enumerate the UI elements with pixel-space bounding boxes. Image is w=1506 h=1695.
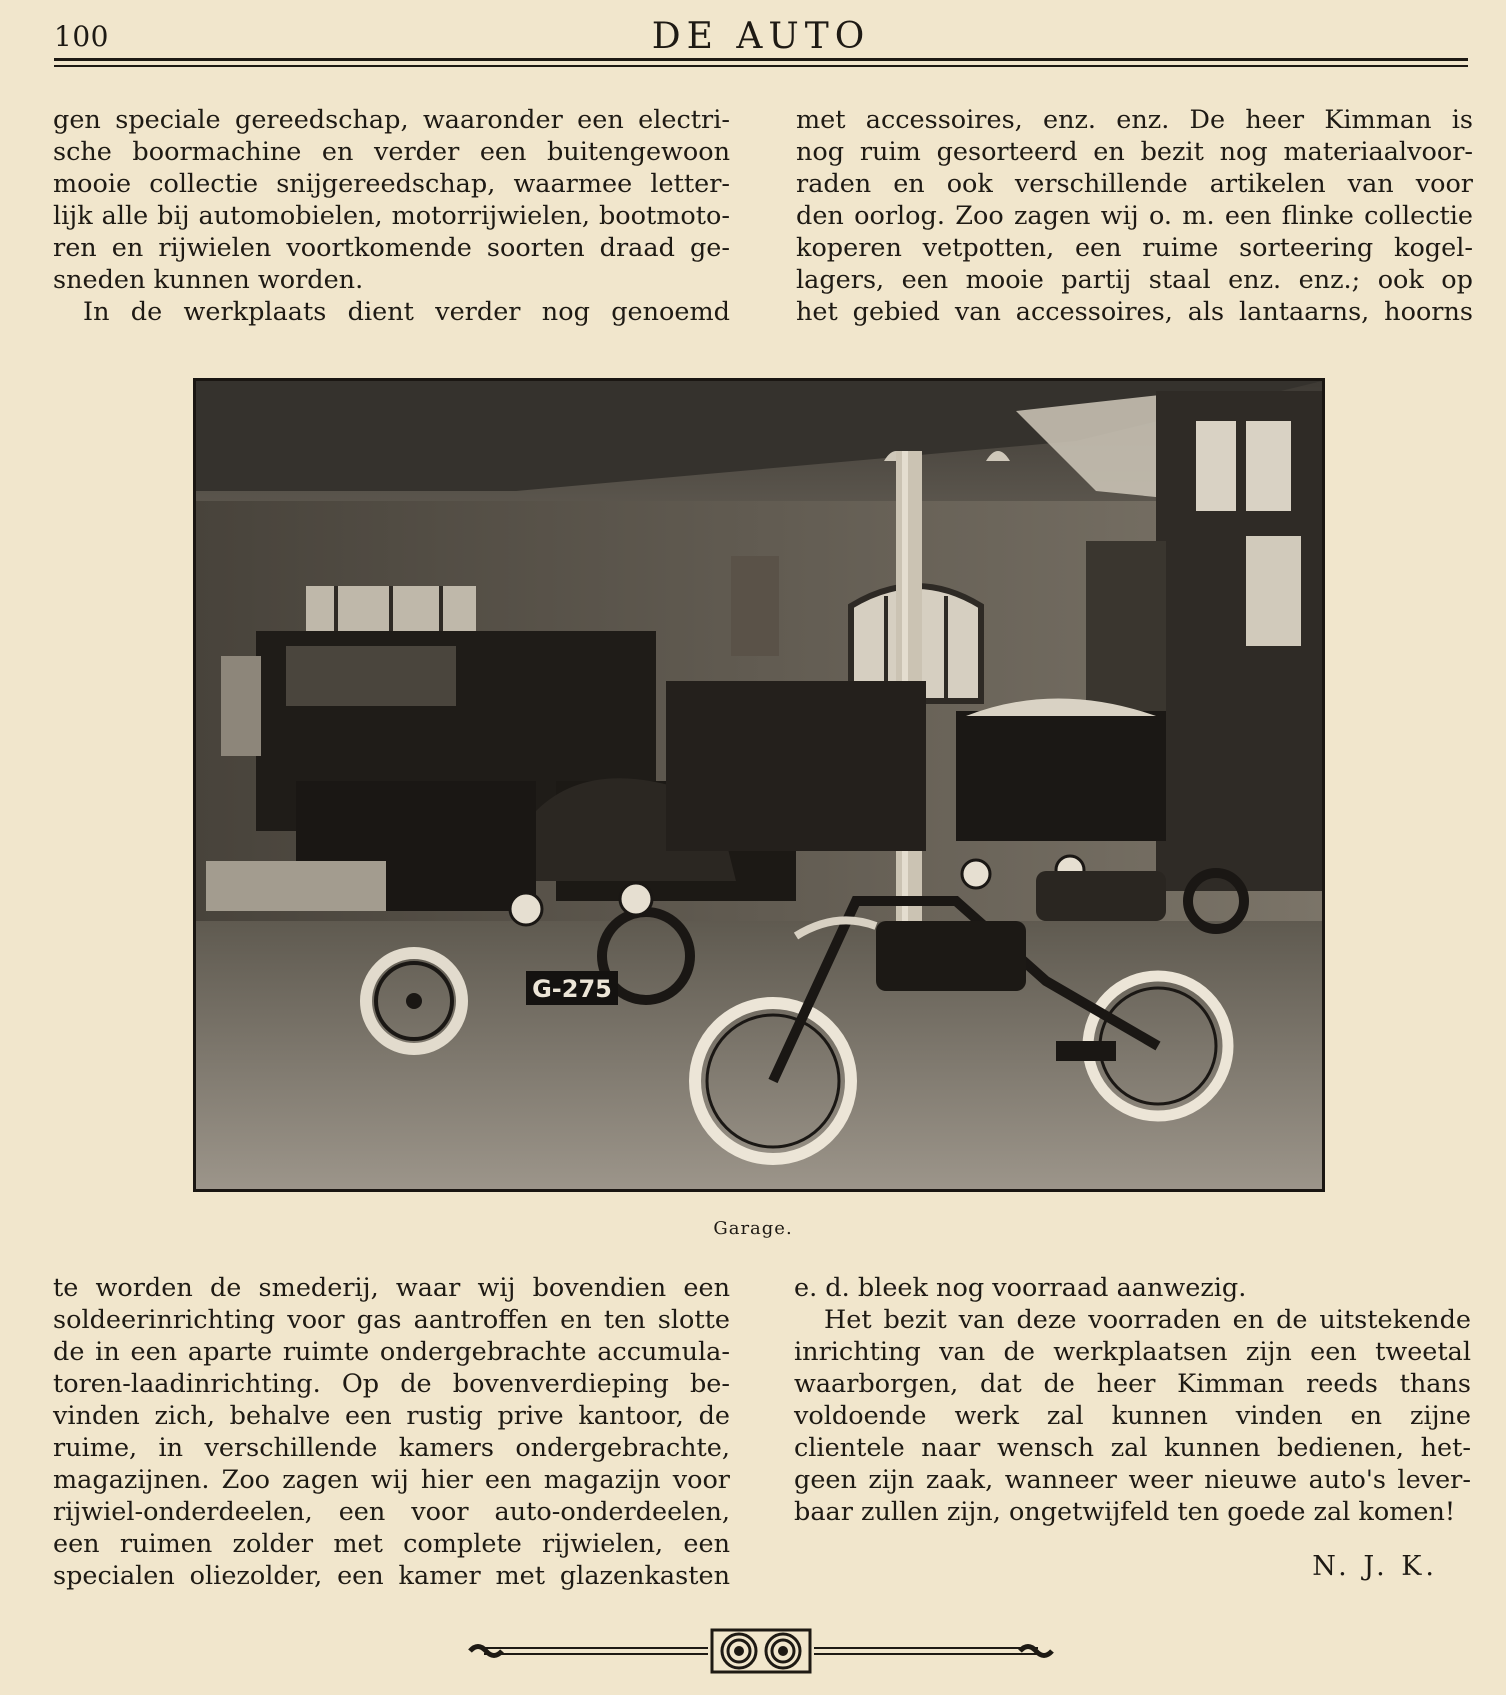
text-line: den oorlog. Zoo zagen wij o. m. een flinke collectie — [796, 201, 1473, 231]
text-line: lijk alle bij automobielen, motorrijwielen, bootmoto- — [53, 201, 730, 231]
end-ornament — [464, 1624, 1058, 1674]
text-line: specialen oliezolder, een kamer met glazenkasten — [53, 1561, 730, 1591]
text-line: met accessoires, enz. enz. De heer Kimman is — [796, 105, 1473, 135]
text-line: koperen vetpotten, een ruime sorteering kogel- — [796, 233, 1473, 263]
license-plate: G-275 — [532, 975, 612, 1003]
text-line: sneden kunnen worden. — [53, 265, 364, 295]
text-line: toren-laadinrichting. Op de bovenverdieping be- — [53, 1369, 730, 1399]
page-header — [54, 14, 1468, 60]
text-line: soldeerinrichting voor gas aantroffen en ten slotte — [53, 1305, 730, 1335]
text-line: rijwiel-onderdeelen, een voor auto-onderdeelen, — [53, 1497, 730, 1527]
text-line: magazijnen. Zoo zagen wij hier een magazijn voor — [53, 1465, 730, 1495]
text-line: een ruimen zolder met complete rijwielen, een — [53, 1529, 730, 1559]
text-line: te worden de smederij, waar wij bovendien een — [53, 1273, 730, 1303]
journal-title: DE AUTO — [651, 16, 871, 57]
text-line: sche boormachine en verder een buitengewoon — [53, 137, 730, 167]
text-line: Het bezit van deze voorraden en de uitstekende — [824, 1305, 1471, 1335]
column-bottom-right — [794, 1272, 1471, 1528]
text-line: ren en rijwielen voortkomende soorten draad ge- — [53, 233, 730, 263]
column-bottom-left — [53, 1272, 730, 1592]
column-top-left — [53, 104, 730, 328]
text-line: clientele naar wensch zal kunnen bedienen, het- — [794, 1433, 1471, 1463]
text-line: e. d. bleek nog voorraad aanwezig. — [794, 1273, 1247, 1303]
page-number: 100 — [54, 20, 109, 53]
text-line: voldoende werk zal kunnen vinden en zijne — [794, 1401, 1471, 1431]
text-line: ruime, in verschillende kamers ondergebrachte, — [53, 1433, 730, 1463]
photo-caption: Garage. — [713, 1218, 793, 1239]
text-line: lagers, een mooie partij staal enz. enz.; ook op — [796, 265, 1473, 295]
column-top-right — [796, 104, 1473, 328]
text-line: nog ruim gesorteerd en bezit nog materiaalvoor- — [796, 137, 1473, 167]
text-line: inrichting van de werkplaatsen zijn een tweetal — [794, 1337, 1471, 1367]
text-line: raden en ook verschillende artikelen van voor — [796, 169, 1473, 199]
header-rule-thick — [54, 58, 1468, 61]
text-line: In de werkplaats dient verder nog genoemd — [83, 297, 730, 327]
text-line: de in een aparte ruimte ondergebrachte accumula- — [53, 1337, 730, 1367]
garage-photo-illustration — [196, 381, 1322, 1189]
text-line: baar zullen zijn, ongetwijfeld ten goede zal komen! — [794, 1497, 1456, 1527]
author-signature: N. J. K. — [1312, 1551, 1438, 1582]
text-line: het gebied van accessoires, als lantaarns, hoorns — [796, 297, 1473, 327]
header-rule-thin — [54, 65, 1468, 67]
text-line: waarborgen, dat de heer Kimman reeds thans — [794, 1369, 1471, 1399]
text-line: vinden zich, behalve een rustig prive kantoor, de — [53, 1401, 730, 1431]
text-line: gen speciale gereedschap, waaronder een electri- — [53, 105, 730, 135]
text-line: mooie collectie snijgereedschap, waarmee letter- — [53, 169, 730, 199]
garage-photo — [193, 378, 1325, 1192]
text-line: geen zijn zaak, wanneer weer nieuwe auto's lever- — [794, 1465, 1471, 1495]
